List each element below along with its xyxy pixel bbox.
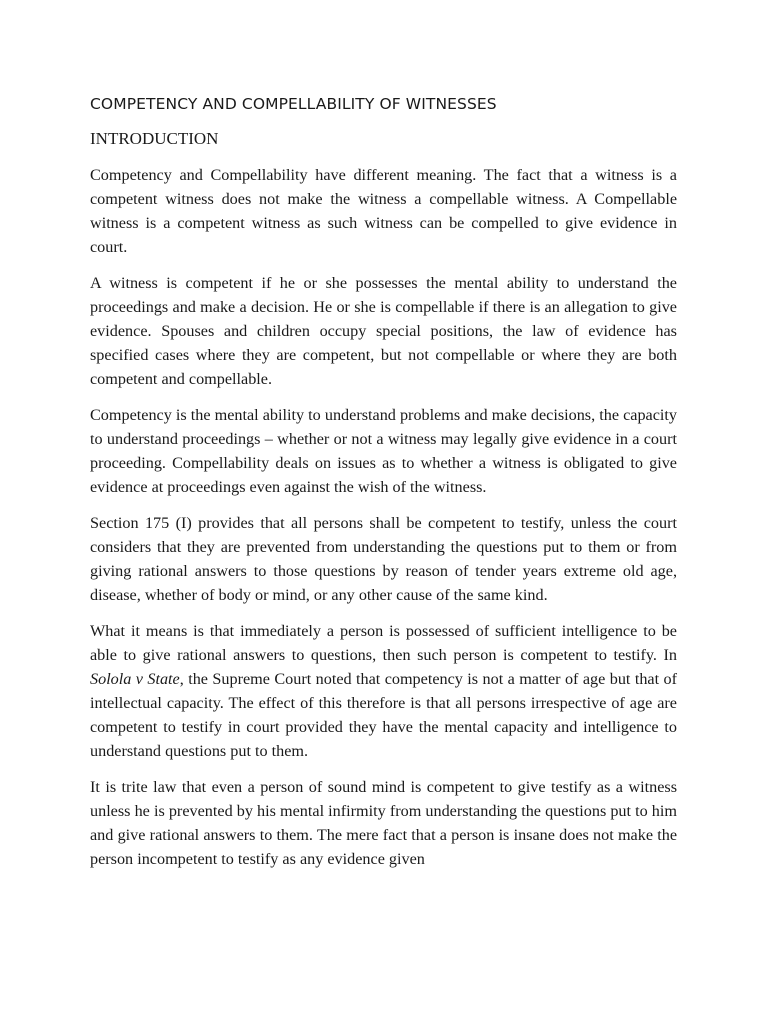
paragraph-4: Section 175 (I) provides that all persons shall be competent to testify, unless the court considers that they are prevented from understanding the questions put to them or from giving rational answers to those questions by reason of tender years extreme old age, disease, whether of body or mind, or any other cause of the same kind.: [90, 514, 677, 604]
paragraph-5: [90, 619, 677, 763]
paragraph-1: Competency and Compellability have different meaning. The fact that a witness is a competent witness does not make the witness a compellable witness. A Compellable witness is a competent witness as such witness can be compelled to give evidence in court.: [90, 166, 677, 256]
paragraph-2: A witness is competent if he or she possesses the mental ability to understand the proceedings and make a decision. He or she is compellable if there is an allegation to give evidence. Spouses and children occupy special positions, the law of evidence has specified cases where they are competent, but not compellable or where they are both competent and compellable.: [90, 274, 677, 388]
document-title: COMPETENCY AND COMPELLABILITY OF WITNESSES: [90, 95, 497, 113]
section-heading-introduction: INTRODUCTION: [90, 129, 219, 148]
case-name: Solola v State: [90, 670, 180, 688]
paragraph-3: Competency is the mental ability to understand problems and make decisions, the capacity to understand proceedings – whether or not a witness may legally give evidence in a court proceeding. Compellability deals on issues as to whether a witness is obligated to give evidence at proceedings even against the wish of the witness.: [90, 406, 677, 496]
paragraph-5-text-after-case: , the Supreme Court noted that competency is not a matter of age but that of intellectual capacity. The effect of this therefore is that all persons irrespective of age are competent to testify in court provided they have the mental capacity and intelligence to understand questions put to them.: [90, 670, 677, 760]
document-body: [90, 93, 677, 883]
paragraph-5-text-before-case: What it means is that immediately a person is possessed of sufficient intelligence to be able to give rational answers to questions, then such person is competent to testify. In: [90, 622, 677, 664]
paragraph-6: It is trite law that even a person of sound mind is competent to give testify as a witness unless he is prevented by his mental infirmity from understanding the questions put to him and give rational answers to them. The mere fact that a person is insane does not make the person incompetent to testify as any evidence given: [90, 778, 677, 868]
